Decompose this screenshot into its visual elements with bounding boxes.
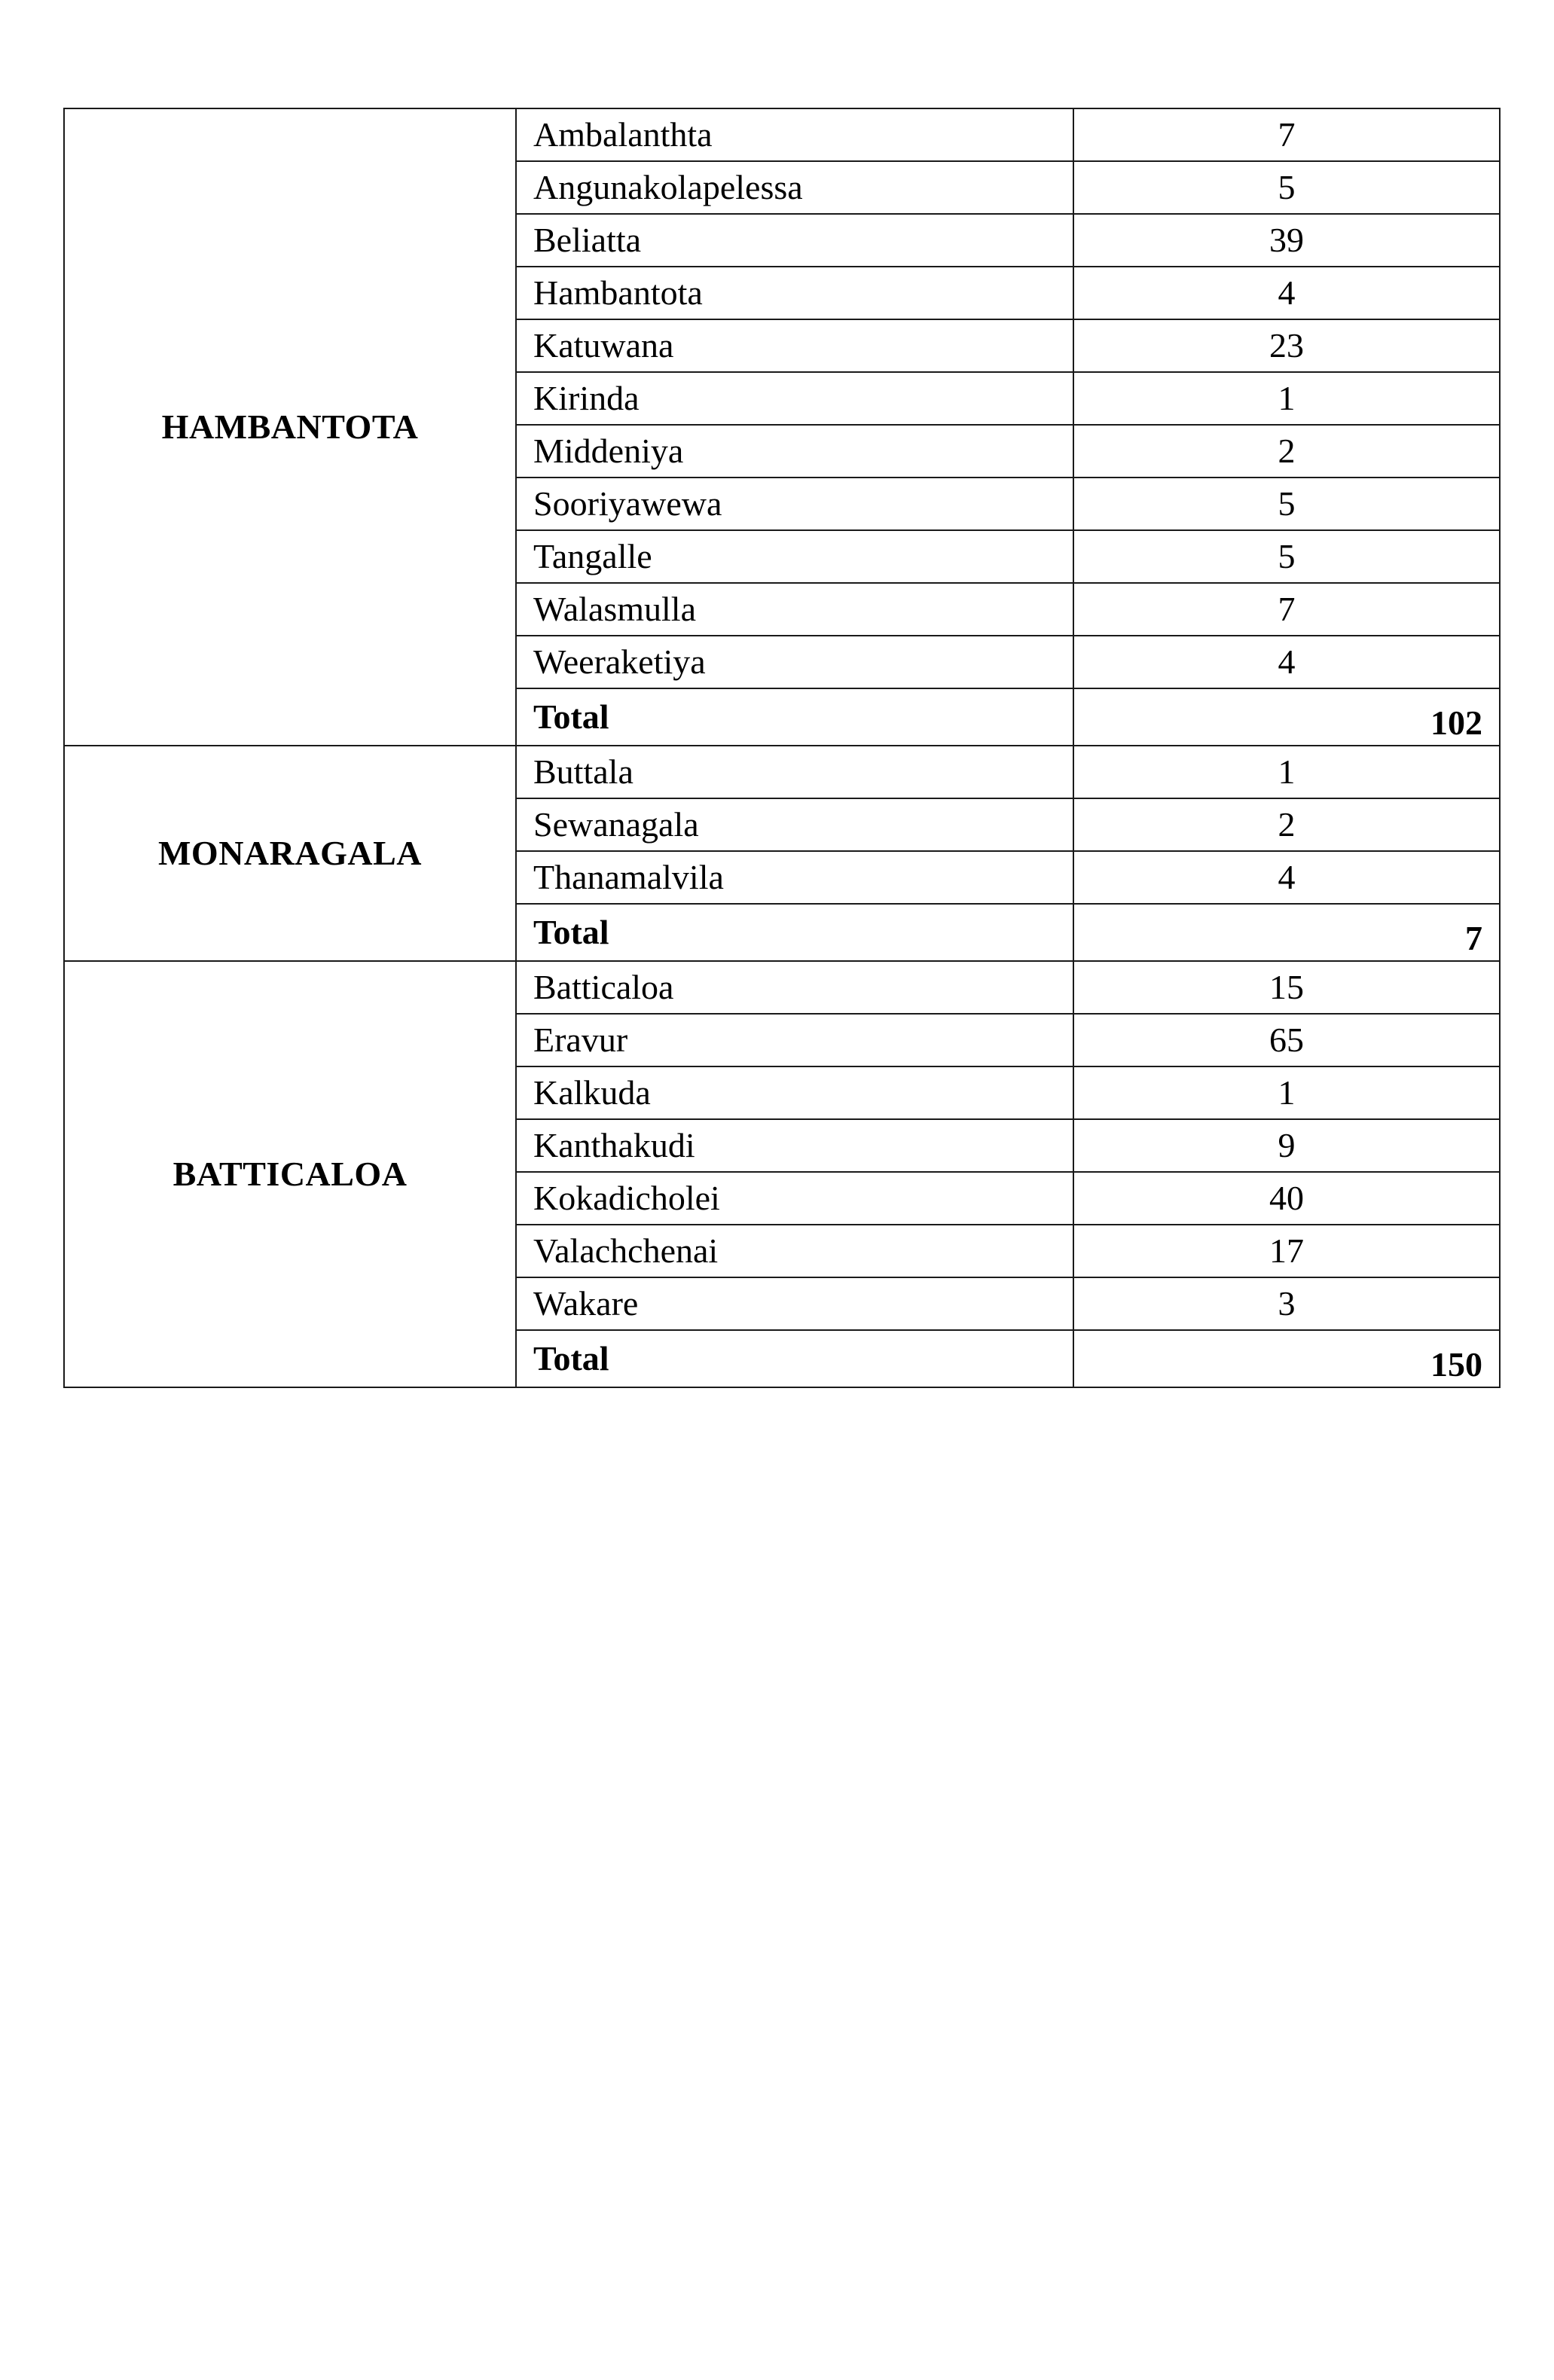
table-row	[64, 108, 1500, 161]
area-name-cell: Valachchenai	[516, 1225, 1073, 1277]
count-cell: 39	[1073, 214, 1500, 267]
count-cell: 4	[1073, 851, 1500, 904]
table-row	[64, 746, 1500, 798]
area-name-cell: Sooriyawewa	[516, 478, 1073, 530]
area-name-cell: Kalkuda	[516, 1066, 1073, 1119]
count-cell: 2	[1073, 798, 1500, 851]
count-cell: 15	[1073, 961, 1500, 1014]
area-name-cell: Angunakolapelessa	[516, 161, 1073, 214]
area-name-cell: Kanthakudi	[516, 1119, 1073, 1172]
total-value-cell: 150	[1073, 1330, 1500, 1387]
count-cell: 3	[1073, 1277, 1500, 1330]
count-cell: 40	[1073, 1172, 1500, 1225]
area-name-cell: Eravur	[516, 1014, 1073, 1066]
total-value-cell: 7	[1073, 904, 1500, 961]
area-name-cell: Katuwana	[516, 319, 1073, 372]
count-cell: 5	[1073, 478, 1500, 530]
district-name-cell: BATTICALOA	[64, 961, 516, 1387]
count-cell: 7	[1073, 108, 1500, 161]
table-row	[64, 961, 1500, 1014]
area-name-cell: Kokadicholei	[516, 1172, 1073, 1225]
district-area-table	[63, 108, 1501, 1388]
count-cell: 7	[1073, 583, 1500, 636]
area-name-cell: Sewanagala	[516, 798, 1073, 851]
count-cell: 23	[1073, 319, 1500, 372]
area-name-cell: Wakare	[516, 1277, 1073, 1330]
count-cell: 9	[1073, 1119, 1500, 1172]
count-cell: 65	[1073, 1014, 1500, 1066]
area-name-cell: Weeraketiya	[516, 636, 1073, 688]
area-name-cell: Walasmulla	[516, 583, 1073, 636]
total-label-cell: Total	[516, 1330, 1073, 1387]
count-cell: 4	[1073, 267, 1500, 319]
count-cell: 5	[1073, 530, 1500, 583]
total-value-cell: 102	[1073, 688, 1500, 746]
count-cell: 2	[1073, 425, 1500, 478]
area-name-cell: Buttala	[516, 746, 1073, 798]
table-body	[64, 108, 1500, 1387]
area-name-cell: Batticaloa	[516, 961, 1073, 1014]
area-name-cell: Beliatta	[516, 214, 1073, 267]
area-name-cell: Kirinda	[516, 372, 1073, 425]
total-label-cell: Total	[516, 688, 1073, 746]
district-name-cell: HAMBANTOTA	[64, 108, 516, 746]
count-cell: 1	[1073, 372, 1500, 425]
count-cell: 17	[1073, 1225, 1500, 1277]
count-cell: 5	[1073, 161, 1500, 214]
total-label-cell: Total	[516, 904, 1073, 961]
area-name-cell: Hambantota	[516, 267, 1073, 319]
count-cell: 4	[1073, 636, 1500, 688]
district-name-cell: MONARAGALA	[64, 746, 516, 961]
area-name-cell: Thanamalvila	[516, 851, 1073, 904]
area-name-cell: Tangalle	[516, 530, 1073, 583]
area-name-cell: Ambalanthta	[516, 108, 1073, 161]
area-name-cell: Middeniya	[516, 425, 1073, 478]
count-cell: 1	[1073, 1066, 1500, 1119]
count-cell: 1	[1073, 746, 1500, 798]
